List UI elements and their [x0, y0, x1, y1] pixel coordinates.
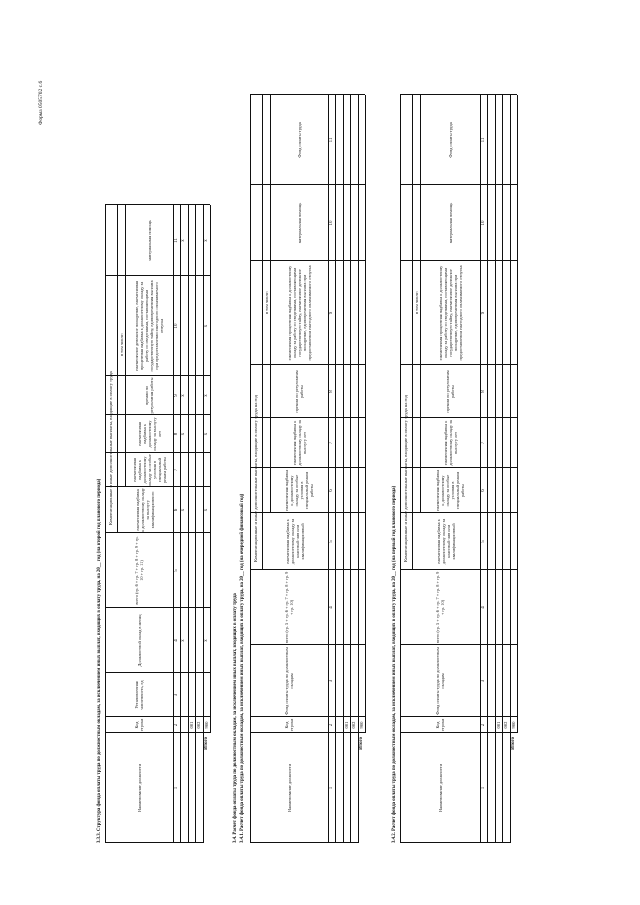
section3-col-rule [400, 94, 517, 95]
section3-col-rule [400, 364, 517, 365]
section3-col-number: 11 [480, 137, 486, 143]
section3-col-number: 9 [480, 311, 486, 315]
section3-title: 3.4.2. Расчет фонда оплаты труда по должностным окладам, за исключением иных выплат, входящих в оплату труда, на 20__ год (на первый год планового периода) [392, 485, 397, 843]
section1-x-mark: x [181, 432, 186, 436]
section3-col-number: 3 [480, 679, 486, 683]
section3-col-rule [400, 467, 517, 468]
section1-x-mark: x [181, 639, 186, 642]
section2-col-header: материальная помощь [296, 202, 302, 244]
section1-col-rule [105, 486, 210, 487]
section2-numbers-rule [335, 95, 336, 843]
section2-col-header: ежемесячная надбавка к должностному окладу за выслугу лет [291, 420, 307, 466]
section1-total-label: Итого [203, 737, 209, 750]
section1-col-rule [105, 452, 210, 453]
section2-title2: 3.4.1. Расчет фонда оплаты труда по должностным окладам, за исключением иных выплат, входящих в оплату труда, на 20__ год (на очередной финансовый год) [240, 493, 245, 843]
section3-col-number: 1 [480, 786, 486, 790]
section3-col-number: 2 [480, 723, 486, 727]
section2-col-number: 8 [328, 390, 334, 393]
section3-col-header: ежемесячная надбавка к должностному окладу за выслугу лет [442, 420, 458, 466]
section1-col-header: ежемесячная надбавка к должностному окладу за особые условия в специальный режим работы [131, 454, 167, 486]
section3-group-rule [412, 95, 413, 570]
section1-col-header: всего (гр. 6 + гр. 7 + гр. 8 + гр. 9 + гр. 10 + гр. 11) [134, 536, 144, 605]
section3-col-rule [400, 417, 517, 418]
section3-col-header: ежемесячная надбавка к должностному окладу за классный чин или квалификационный [436, 518, 456, 565]
section3-in-that-number: в том числе: [413, 291, 419, 314]
section3-col-number: 5 [480, 540, 486, 543]
section3-total-label: Итого [510, 737, 516, 750]
section3-col-name: Наименование должности [437, 764, 443, 812]
section2-col-number: 10 [328, 220, 334, 226]
section2-col-number: 7 [328, 441, 334, 445]
section1-col-number: 2 [173, 723, 179, 727]
section3-col-header: ежемесячная процентная надбавка к должностному окладу за работу со сведениями, составляющими государственную тайну, ежемесячное денежное поощрение, единовременная выплата при предоставлении ежегодного оплачиваемого отпуска [437, 265, 463, 361]
section2-col-number: 5 [328, 540, 334, 543]
section2-col-number: 2 [328, 723, 334, 727]
section1-in-that-number: в том числе: [118, 333, 124, 356]
section1-col-number: 10 [173, 323, 179, 329]
section2-total-code: 900 [358, 721, 364, 729]
section1-col-number: 9 [173, 394, 179, 397]
section1-col-number: 3 [173, 693, 179, 697]
section1-x-mark: x [203, 432, 209, 436]
section3-group-header: Компенсационные и иные дополнительные выплаты, входящие в оплату труда на год [403, 395, 408, 562]
section3-col-header: Фонд оплаты труда по должностным окладам [435, 647, 445, 715]
section1-col-number: 5 [173, 569, 179, 572]
section2-row-code: 002 [351, 721, 356, 729]
section2-row-code: 001 [343, 721, 349, 729]
section1-col-number: 4 [173, 639, 179, 642]
section1-col-rule [105, 607, 210, 608]
section1-col-rule [105, 414, 210, 415]
section1-row-rule [195, 205, 196, 843]
section2-in-that-number: в том числе: [263, 291, 269, 314]
section2-total-rule [365, 95, 366, 733]
section1-col-rule [105, 672, 210, 673]
section2-col-rule [250, 417, 365, 418]
section3-col-rule [400, 569, 517, 570]
section3-col-number: 7 [480, 441, 486, 445]
section1-col-rule [105, 275, 210, 276]
section3-col-header: ежемесячная надбавка к должностному окладу за особые условия в специальный режим работы [435, 469, 465, 512]
section3-numbers-rule [487, 95, 488, 843]
section2-col-rule [250, 644, 365, 645]
section1-row-rule [188, 205, 189, 843]
section3-col-header: премии по результатам работы [445, 370, 455, 413]
section3-col-header: материальная помощь [447, 202, 453, 244]
section3-col-rule [400, 260, 517, 261]
section1-row-code: 002 [196, 721, 201, 729]
section2-col-rule [250, 569, 365, 570]
section1-col-number: 6 [173, 508, 179, 512]
section1-col-number: 7 [173, 468, 179, 472]
section3-row-code: 001 [495, 721, 501, 729]
section3-col-rule [400, 184, 517, 185]
section1-col-header: Должностной оклад в месяц [136, 614, 142, 667]
section3-total-code: 900 [510, 721, 516, 729]
section1-col-name: Наименование должности [136, 764, 142, 812]
section1-x-mark: x [181, 239, 186, 242]
section2-col-rule [250, 94, 365, 95]
section1-col-rule [105, 532, 210, 533]
section2-col-header: ежемесячная процентная надбавка к должностному окладу за работу со сведениями, составляющими государственную тайну, ежемесячное денежное поощрение, единовременная выплата при предоставлении ежегодного оплачиваемого отпуска [286, 265, 312, 361]
section2-col-name: Наименование должности [286, 764, 292, 812]
section2-group-header: Компенсационные и иные дополнительные выплаты, входящие в оплату труда на год [253, 395, 258, 562]
section2-col-number: 4 [328, 606, 334, 609]
section2-col-code: Код строки [284, 718, 294, 732]
section2-group-rule [262, 95, 263, 570]
section1-col-number: 8 [173, 432, 179, 436]
section1-col-header: ежемесячная надбавка к должностному окладу за выслугу квалификационного [135, 488, 155, 532]
section1-x-mark: x [181, 394, 186, 397]
section1-total-rule [210, 205, 211, 733]
section3-col-rule [400, 644, 517, 645]
section1-col-header: материальная помощь [146, 220, 152, 261]
section2-col-header: Фонд оплаты труда по должностным окладам [284, 647, 294, 715]
section2-title1: 3.4. Расчет фонда оплаты труда по должностным окладам, за исключением иных выплат, входящих в оплату труда [233, 593, 238, 843]
section3-total-rule [517, 95, 518, 733]
section2-col-rule [250, 467, 365, 468]
section1-x-mark: x [203, 394, 209, 397]
section1-x-mark: x [181, 508, 186, 512]
section2-col-rule [250, 184, 365, 185]
section1-group-header: Компенсационные и иные дополнительные выплаты, входящие в оплату труда [108, 371, 113, 525]
section2-col-rule [250, 512, 365, 513]
section3-col-number: 8 [480, 390, 486, 393]
section1-col-code: Код строки [134, 718, 144, 732]
section1-col-header: ежемесячное денежное поощрение, ежемесячная процентная надбавка к должностному окладу за работу со сведениями, составляющими государственную тайну, единовременная выплата при предоставлении ежегодного оплачиваемого отпуска [134, 280, 164, 372]
section1-row-code: 001 [188, 721, 194, 729]
section1-x-mark: x [203, 639, 209, 642]
section2-col-header: ежемесячная надбавка к должностному окладу за особые условия в специальный режим работы [284, 469, 314, 512]
section1-col-rule [105, 375, 210, 376]
section2-col-header: всего (гр. 5 + гр. 6 + гр. 7 + гр. 8 + гр. 9 + гр. 10) [284, 571, 294, 644]
section2-col-header: ежемесячная надбавка к должностному окладу за классный чин или квалификационный [285, 518, 305, 565]
section2-total-label: Итого [358, 737, 364, 750]
section2-col-number: 11 [328, 137, 334, 143]
section1-col-rule [105, 204, 210, 205]
section1-col-header: ежемесячная надбавка к должностному окладу за выслугу лет [136, 417, 162, 451]
section1-title: 3.3.3. Структура фонда оплаты труда по должностным окладам, за исключением иных выплат, входящих в оплату труда, на 20__ год (на второй год планового периода) [97, 478, 102, 843]
section3-col-header: всего (гр. 5 + гр. 6 + гр. 7 + гр. 8 + гр. 9 + гр. 10) [435, 571, 445, 644]
section3-col-code: Код строки [435, 718, 445, 732]
section1-col-number: 11 [173, 238, 179, 243]
section2-col-number: 9 [328, 311, 334, 315]
section3-col-number: 4 [480, 606, 486, 609]
section1-group-rule [117, 205, 118, 533]
section2-col-header: премии по результатам работы [294, 370, 304, 413]
section3-col-number: 6 [480, 489, 486, 492]
section1-x-mark: x [203, 324, 209, 328]
section2-col-rule [250, 364, 365, 365]
section1-col-number: 1 [173, 786, 179, 790]
section3-row-code: 002 [503, 721, 508, 729]
section2-col-header: Фонд оплаты труда [296, 122, 302, 158]
section2-col-rule [250, 260, 365, 261]
section1-col-header: премии по результатам работы [144, 377, 154, 414]
section2-col-number: 1 [328, 786, 334, 790]
section2-col-number: 3 [328, 679, 334, 683]
form-number: Форма 0505702 с.6 [38, 80, 44, 125]
section2-col-number: 6 [328, 489, 334, 492]
section1-x-mark: x [203, 508, 209, 512]
section3-col-number: 10 [480, 220, 486, 226]
section1-x-mark: x [203, 239, 209, 242]
section1-total-code: 900 [203, 721, 209, 729]
section3-col-rule [400, 512, 517, 513]
section3-col-header: Фонд оплаты труда [447, 122, 453, 158]
section1-col-header: Установленная численность, ед [134, 680, 144, 710]
